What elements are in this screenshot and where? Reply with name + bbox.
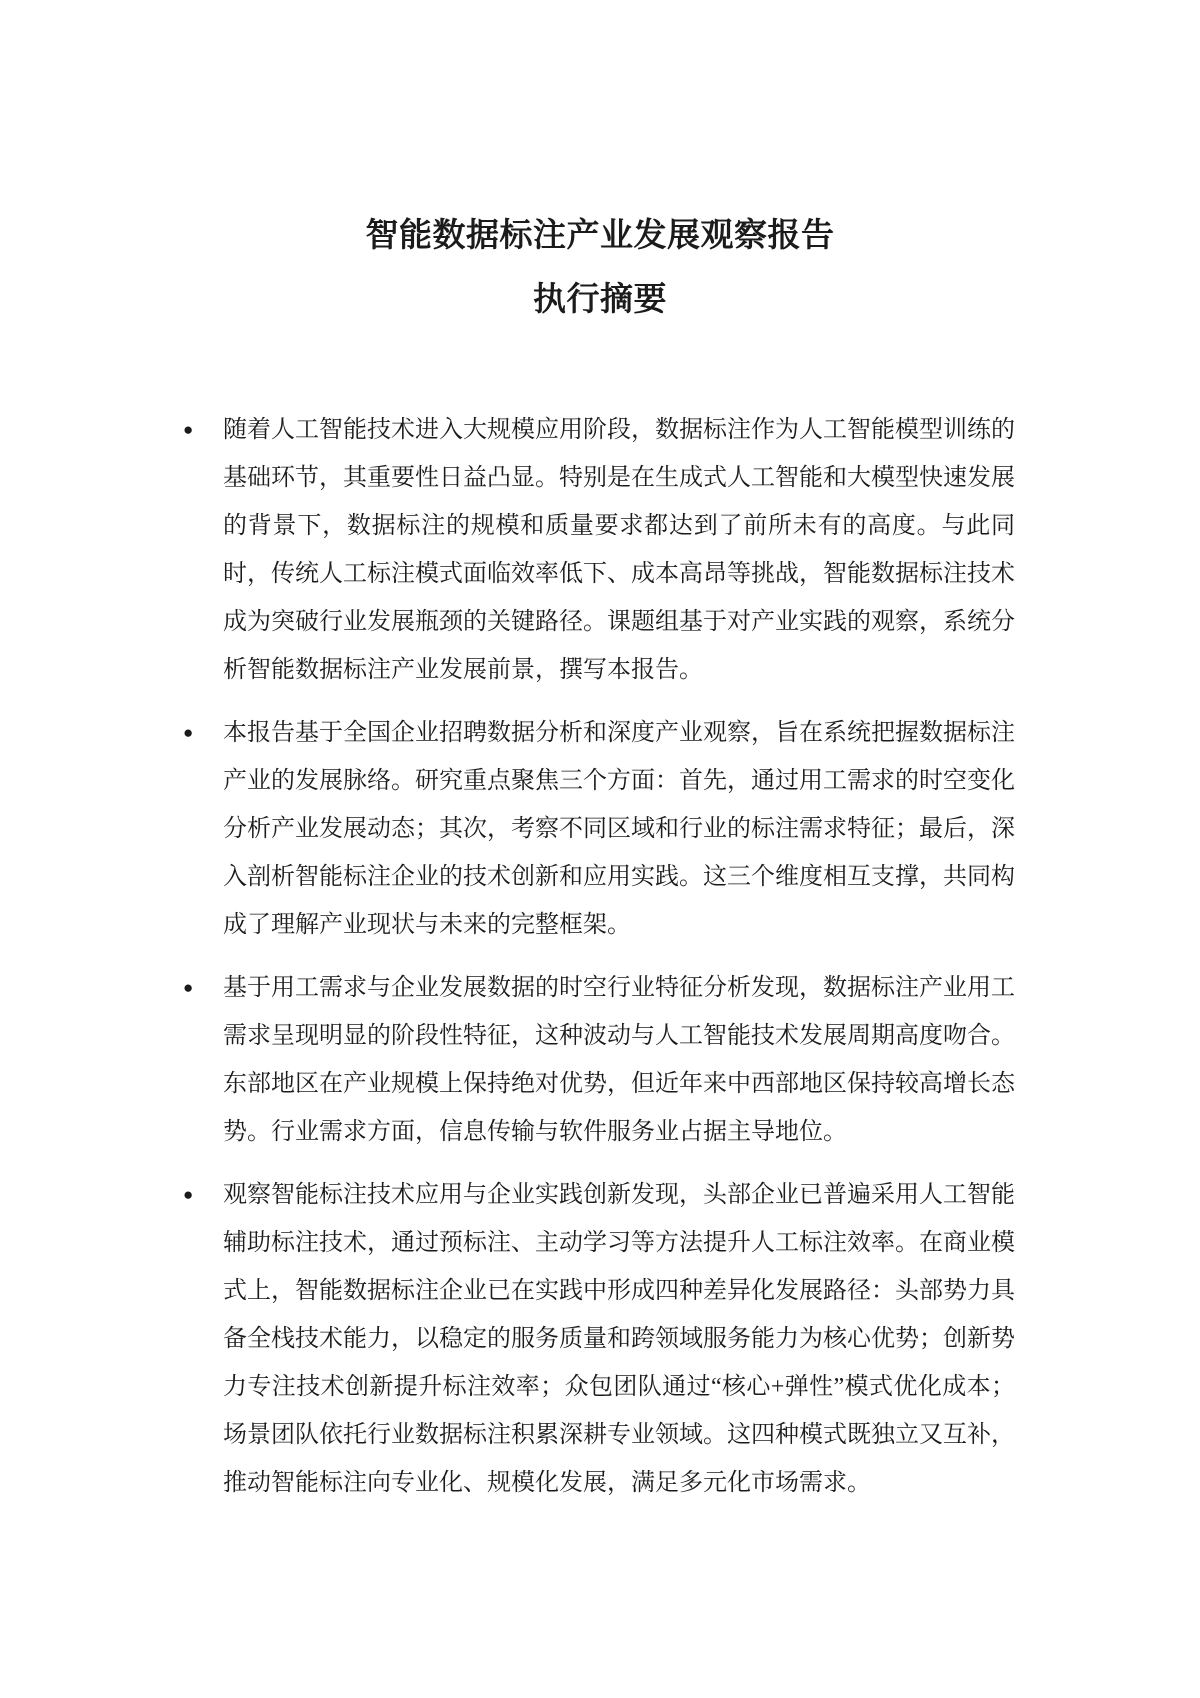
- report-subtitle: 执行摘要: [533, 282, 667, 318]
- bullet-text: 观察智能标注技术应用与企业实践创新发现，头部企业已普遍采用人工智能辅助标注技术，通过预标注、主动学习等方法提升人工标注效率。在商业模式上，智能数据标注企业已在实践中形成四种差异化发展路径：头部势力具备全栈技术能力，以稳定的服务质量和跨领域服务能力为核心优势；创新势力专注技术创新提升标注效率；众包团队通过“核心+弹性”模式优化成本；场景团队依托行业数据标注积累深耕专业领域。这四种模式既独立又互补，推动智能标注向专业化、规模化发展，满足多元化市场需求。: [223, 1182, 1015, 1496]
- bullet-text: 基于用工需求与企业发展数据的时空行业特征分析发现，数据标注产业用工需求呈现明显的阶段性特征，这种波动与人工智能技术发展周期高度吻合。东部地区在产业规模上保持绝对优势，但近年来中西部地区保持较高增长态势。行业需求方面，信息传输与软件服务业占据主导地位。: [223, 975, 1015, 1145]
- bullet-item: [183, 406, 1015, 694]
- title-block: [0, 0, 1200, 320]
- bullet-dot-icon: ●: [183, 723, 194, 742]
- bullet-text: 随着人工智能技术进入大规模应用阶段，数据标注作为人工智能模型训练的基础环节，其重要性日益凸显。特别是在生成式人工智能和大模型快速发展的背景下，数据标注的规模和质量要求都达到了前所未有的高度。与此同时，传统人工标注模式面临效率低下、成本高昂等挑战，智能数据标注技术成为突破行业发展瓶颈的关键路径。课题组基于对产业实践的观察，系统分析智能数据标注产业发展前景，撰写本报告。: [223, 417, 1015, 683]
- bullet-dot-icon: ●: [183, 978, 194, 997]
- bullet-text: 本报告基于全国企业招聘数据分析和深度产业观察，旨在系统把握数据标注产业的发展脉络。研究重点聚焦三个方面：首先，通过用工需求的时空变化分析产业发展动态；其次，考察不同区域和行业的标注需求特征；最后，深入剖析智能标注企业的技术创新和应用实践。这三个维度相互支撑，共同构成了理解产业现状与未来的完整框架。: [223, 720, 1015, 938]
- bullet-dot-icon: ●: [183, 420, 194, 439]
- bullet-item: [183, 709, 1015, 949]
- report-title: 智能数据标注产业发展观察报告: [365, 218, 835, 254]
- bullet-item: [183, 1171, 1015, 1507]
- executive-summary-bullet-list: [183, 406, 1015, 1507]
- bullet-item: [183, 964, 1015, 1156]
- bullet-dot-icon: ●: [183, 1185, 194, 1204]
